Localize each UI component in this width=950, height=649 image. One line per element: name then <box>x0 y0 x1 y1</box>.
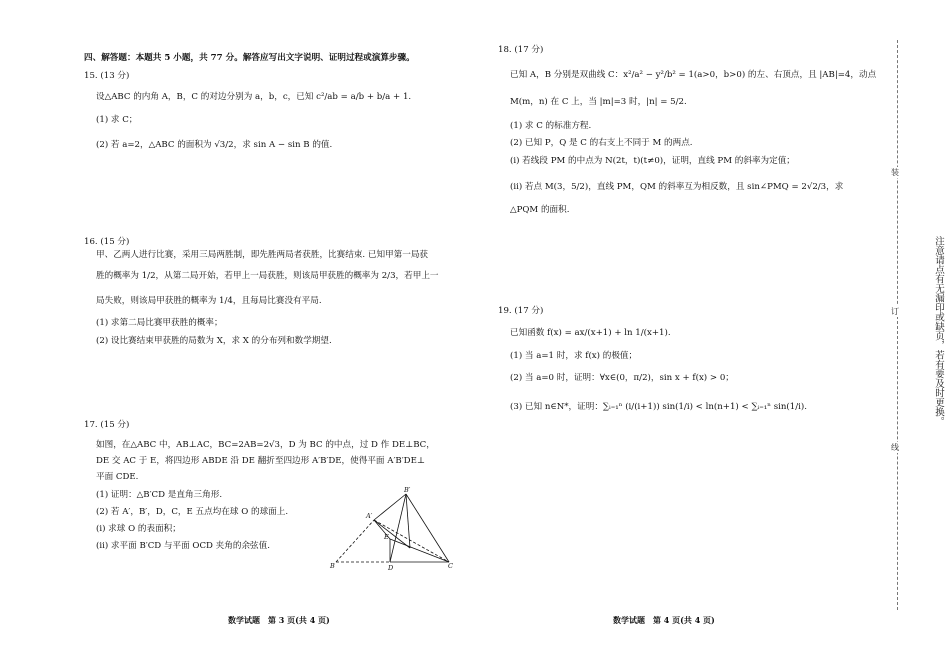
q17-part2-ii: (ⅱ) 求平面 B′CD 与平面 OCD 夹角的余弦值. <box>96 541 270 551</box>
label-Bp: B′ <box>404 486 411 494</box>
binding-mark-xian: 线 <box>891 443 899 452</box>
q19-line1: 已知函数 f(x) = ax/(x+1) + ln 1/(x+1). <box>510 328 671 338</box>
q18-part2-ii: (ⅱ) 若点 M(3，5/2)，直线 PM，QM 的斜率互为相反数，且 sin∠PMQ = 2√2/3，求 <box>510 182 844 192</box>
page-footer-left: 数学试题 第 3 页(共 4 页) <box>228 615 330 625</box>
edge-E-C <box>390 539 449 562</box>
q18-part2-ii-cont: △PQM 的面积. <box>510 205 570 215</box>
page-footer-right: 数学试题 第 4 页(共 4 页) <box>613 615 715 625</box>
edge-Bp-C <box>406 494 449 562</box>
right-page <box>470 0 890 649</box>
q19-part2: (2) 当 a=0 时，证明：∀x∈(0，π/2)，sin x + f(x) > 0； <box>510 373 734 383</box>
edge-aux-2 <box>374 520 410 548</box>
q17-part2: (2) 若 A′，B′，D，C，E 五点均在球 O 的球面上. <box>96 507 289 517</box>
q18-part1: (1) 求 C 的标准方程. <box>510 121 592 131</box>
section-header: 四、解答题：本题共 5 小题，共 77 分。解答应写出文字说明、证明过程或演算步骤。 <box>84 53 415 63</box>
q18-heading: 18. (17 分) <box>498 45 544 55</box>
q16-part1: (1) 求第二局比赛甲获胜的概率； <box>96 318 223 328</box>
q16-part2: (2) 设比赛结束甲获胜的局数为 X，求 X 的分布列和数学期望. <box>96 336 332 346</box>
q18-line2: M(m，n) 在 C 上，当 |m|=3 时，|n| = 5/2. <box>510 97 687 107</box>
q18-part2: (2) 已知 P，Q 是 C 的右支上不同于 M 的两点. <box>510 138 693 148</box>
q17-heading: 17. (15 分) <box>84 420 130 430</box>
binding-mark-ding: 订 <box>891 307 899 316</box>
q18-part2-i: (ⅰ) 若线段 PM 的中点为 N(2t，t)(t≠0)，证明，直线 PM 的斜率为定值； <box>510 156 795 166</box>
q15-part2: (2) 若 a=2，△ABC 的面积为 √3/2，求 sin A − sin B 的值. <box>96 140 333 150</box>
label-C: C <box>448 562 453 570</box>
q16-line1: 甲、乙两人进行比赛，采用三局两胜制，即先胜两局者获胜，比赛结束. 已知甲第一局获 <box>96 250 429 260</box>
q17-line2: DE 交 AC 于 E，将四边形 ABDE 沿 DE 翻折至四边形 A′B′DE，使得平面 A′B′DE⊥ <box>96 456 425 466</box>
label-D: D <box>388 564 394 572</box>
left-page <box>0 0 470 649</box>
label-B: B <box>330 562 335 570</box>
q16-heading: 16. (15 分) <box>84 237 130 247</box>
q17-part2-i: (ⅰ) 求球 O 的表面积； <box>96 524 181 534</box>
binding-dashed-line <box>897 40 898 610</box>
q17-line1: 如图，在△ABC 中，AB⊥AC，BC=2AB=2√3，D 为 BC 的中点，过 D 作 DE⊥BC， <box>96 440 435 450</box>
q15-text: 设△ABC 的内角 A，B，C 的对边分别为 a，b，c，已知 c²/ab = a/b + b/a + 1. <box>96 92 412 102</box>
label-Ap: A′ <box>366 512 373 520</box>
q16-line2: 胜的概率为 1/2，从第二局开始，若甲上一局获胜，则该局甲获胜的概率为 2/3，若甲上一 <box>96 271 439 281</box>
q16-line3: 局失败，则该局甲获胜的概率为 1/4，且每局比赛没有平局. <box>96 296 322 306</box>
q17-line3: 平面 CDE. <box>96 472 139 482</box>
binding-mark-zhuang: 装 <box>891 168 899 177</box>
q19-part3: (3) 已知 n∈N*，证明：∑ᵢ₌₁ⁿ (i/(i+1)) sin(1/i) < ln(n+1) < ∑ᵢ₌₁ⁿ sin(1/i). <box>510 402 807 412</box>
q15-heading: 15. (13 分) <box>84 71 130 81</box>
edge-Bp-D <box>390 494 406 562</box>
q15-part1: (1) 求 C； <box>96 115 138 125</box>
q18-line1: 已知 A，B 分别是双曲线 C：x²/a² − y²/b² = 1(a>0，b>0) 的左、右顶点，且 |AB|=4，动点 <box>510 70 877 80</box>
fold-geometry-figure <box>328 486 458 576</box>
edge-B-A <box>336 520 374 562</box>
label-E: E <box>384 533 389 541</box>
q17-part1: (1) 证明：△B′CD 是直角三角形. <box>96 490 223 500</box>
edge-A-C <box>374 520 449 562</box>
binding-notice: 注意请点有无漏印或缺页，若有要及时更换。 <box>933 236 944 426</box>
q19-part1: (1) 当 a=1 时，求 f(x) 的极值； <box>510 351 638 361</box>
q19-heading: 19. (17 分) <box>498 306 544 316</box>
